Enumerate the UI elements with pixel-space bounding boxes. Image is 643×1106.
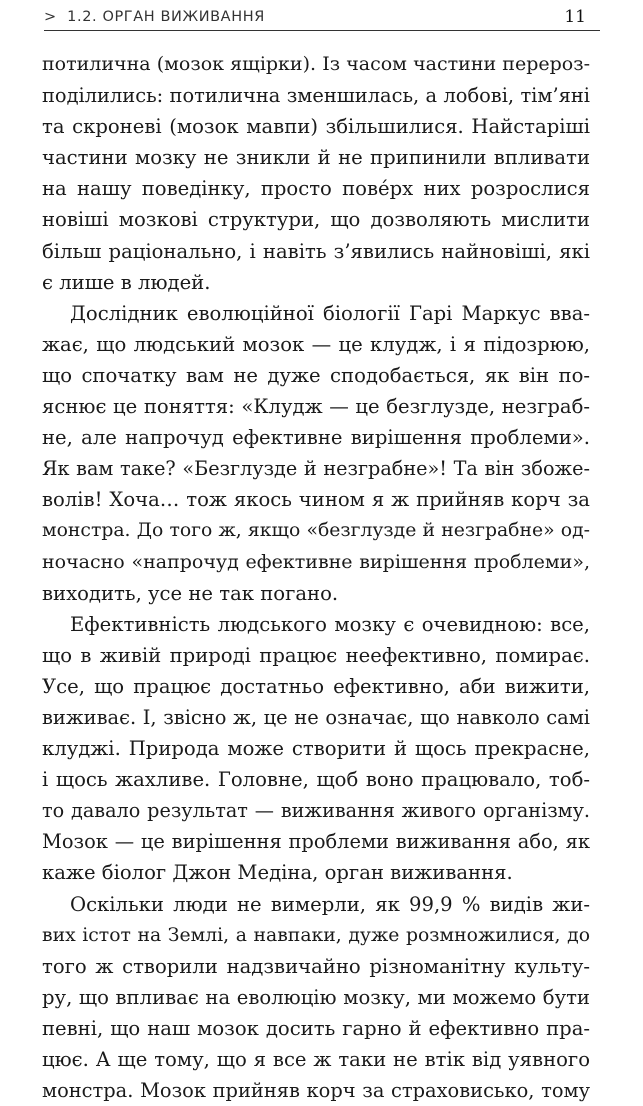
text-line: частини мозку не зникли й не припинили впливати (42, 146, 590, 170)
text-line: потилична (мозок ящірки). Із часом частини перероз- (42, 53, 590, 75)
text-line: на нашу поведінку, просто пове́рх них розрослися (42, 177, 590, 201)
paragraph (42, 609, 590, 889)
text-line: вих істот на Землі, а навпаки, дуже розмножилися, до (42, 924, 590, 946)
text-line: Дослідник еволюційної біології Гарі Маркус вва- (70, 301, 590, 325)
text-line: цює. А ще тому, що я все ж таки не втік від уявного (42, 1048, 590, 1071)
text-line: виходить, усе не так погано. (42, 581, 339, 605)
text-line: не, але напрочуд ефективне вирішення проблеми». (42, 426, 590, 450)
text-line: більш раціонально, і навіть з’явились найновіші, які (42, 239, 590, 263)
text-line: каже біолог Джон Медіна, орган виживання. (42, 861, 513, 885)
text-line: що спочатку вам не дуже сподобається, як він по- (42, 363, 590, 387)
text-line: жає, що людський мозок — це клудж, і я підозрюю, (42, 332, 590, 356)
text-line: певні, що наш мозок досить гарно й ефективно пра- (42, 1016, 590, 1040)
text-line: Як вам таке? «Безглузде й незграбне»! Та він збоже- (42, 457, 590, 481)
text-line: новіші мозкові структури, що дозволяють мислити (42, 208, 590, 232)
running-header (44, 4, 600, 31)
text-line: виживає. І, звісно ж, це не означає, що навколо самі (42, 705, 590, 729)
text-line: є лише в людей. (42, 270, 211, 294)
paragraph (42, 298, 590, 609)
text-line: Усе, що працює достатньо ефективно, аби вижити, (42, 674, 590, 698)
text-line: монстра. Мозок прийняв корч за страховисько, тому (42, 1079, 590, 1103)
text-line: що в живій природі працює неефективно, помирає. (42, 643, 590, 667)
text-line: яснює це поняття: «Клудж — це безглузде, незграб- (42, 395, 590, 419)
text-line: монстра. До того ж, якщо «безглузде й незграбне» од- (42, 520, 590, 542)
page-number: 11 (564, 7, 586, 27)
paragraph (42, 889, 590, 1106)
paragraph (42, 49, 590, 298)
text-line: та скроневі (мозок мавпи) збільшилися. Найстаріші (42, 115, 590, 139)
text-line: то давало результат — виживання живого організму. (42, 799, 590, 823)
text-line: Оскільки люди не вимерли, як 99,9 % видів жи- (70, 892, 590, 916)
text-line: клуджі. Природа може створити й щось прекрасне, (42, 737, 590, 761)
body-text (42, 49, 590, 1106)
section-title: > 1.2. ОРГАН ВИЖИВАННЯ (44, 9, 265, 25)
text-line: того ж створили надзвичайно різноманітну культу- (42, 954, 590, 978)
text-line: Ефективність людського мозку є очевидною: все, (70, 612, 590, 636)
text-line: ру, що впливає на еволюцію мозку, ми можемо бути (42, 985, 590, 1009)
text-line: Мозок — це вирішення проблеми виживання або, як (42, 830, 590, 854)
text-line: і щось жахливе. Головне, щоб воно працювало, тоб- (42, 768, 590, 792)
text-line: волів! Хоча… тож якось чином я ж прийняв корч за (42, 488, 590, 512)
text-line: поділились: потилична зменшилась, а лобові, тім’яні (42, 84, 590, 108)
text-line: ночасно «напрочуд ефективне вирішення проблеми», (42, 550, 590, 573)
